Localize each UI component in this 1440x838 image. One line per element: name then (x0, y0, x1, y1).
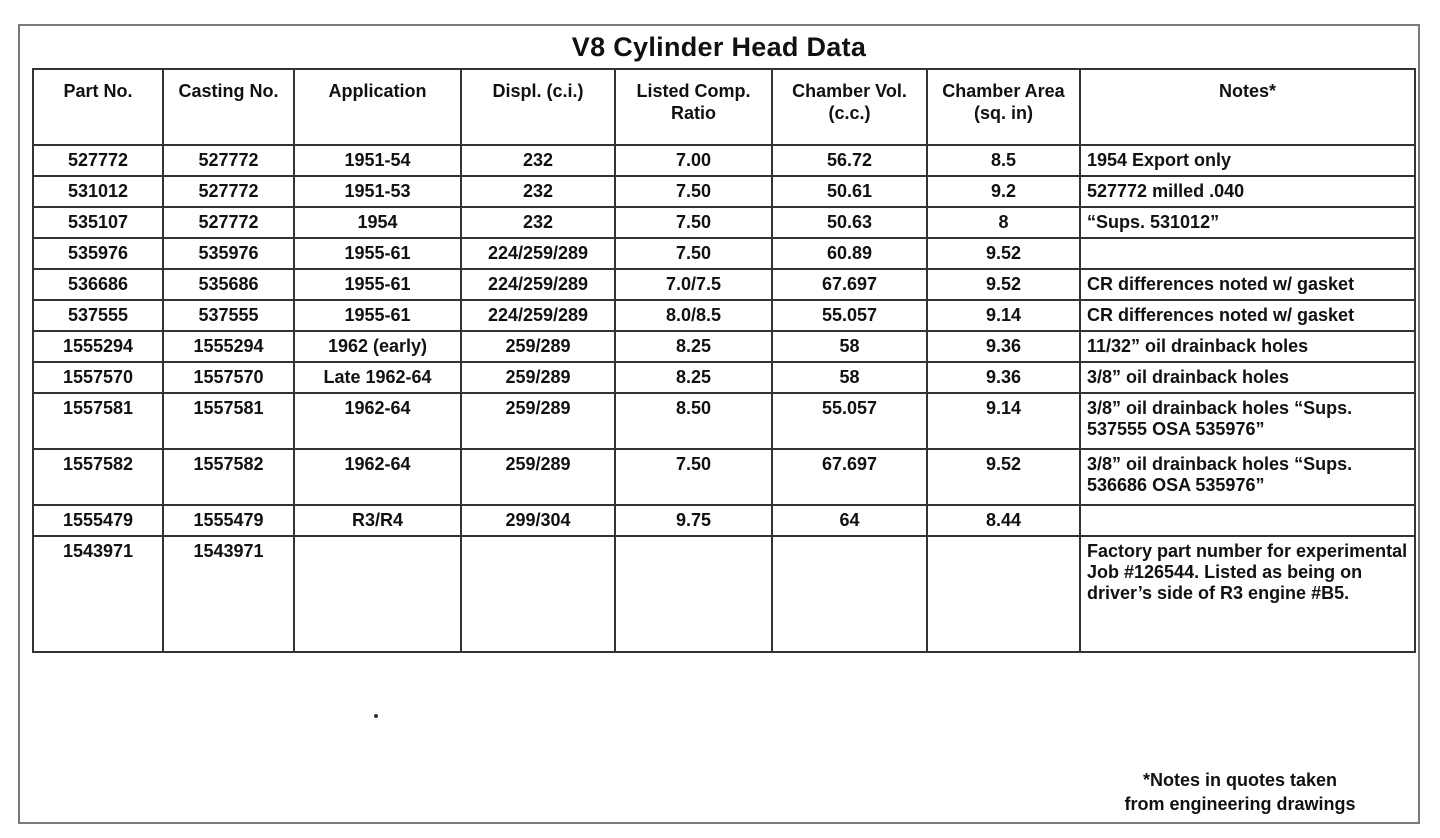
table-cell: 1962 (early) (294, 331, 461, 362)
table-cell: 50.61 (772, 176, 927, 207)
table-cell: 1557582 (33, 449, 163, 505)
notes-cell: 3/8” oil drainback holes (1080, 362, 1415, 393)
table-cell: 299/304 (461, 505, 615, 536)
header-row (33, 69, 1415, 145)
table-cell: 7.00 (615, 145, 772, 176)
table-cell: 1543971 (163, 536, 294, 652)
table-row (33, 536, 1415, 652)
table-cell: 1555294 (163, 331, 294, 362)
scan-speck (374, 714, 378, 718)
table-cell: 224/259/289 (461, 238, 615, 269)
table-cell: 9.52 (927, 269, 1080, 300)
table-cell: 224/259/289 (461, 269, 615, 300)
table-cell: 8.0/8.5 (615, 300, 772, 331)
table-cell: 1951-53 (294, 176, 461, 207)
notes-cell (1080, 238, 1415, 269)
table-cell: 535107 (33, 207, 163, 238)
table-row (33, 331, 1415, 362)
notes-cell: 3/8” oil drainback holes “Sups. 536686 OSA 535976” (1080, 449, 1415, 505)
header-cell: Listed Comp. Ratio (615, 69, 772, 145)
table-cell: 1557582 (163, 449, 294, 505)
footnote (1090, 768, 1390, 816)
table-cell: 7.50 (615, 207, 772, 238)
notes-cell (1080, 505, 1415, 536)
table-cell: 1543971 (33, 536, 163, 652)
table-row (33, 269, 1415, 300)
table-cell: 7.50 (615, 449, 772, 505)
table-cell: 7.0/7.5 (615, 269, 772, 300)
table-cell: 8.50 (615, 393, 772, 449)
table-cell: 9.52 (927, 238, 1080, 269)
table-cell: 259/289 (461, 393, 615, 449)
table-cell: 55.057 (772, 300, 927, 331)
table-cell: 9.52 (927, 449, 1080, 505)
table-cell (615, 536, 772, 652)
table-cell: 1557581 (33, 393, 163, 449)
table-cell: 535976 (33, 238, 163, 269)
table-cell: 9.75 (615, 505, 772, 536)
table-cell: 537555 (33, 300, 163, 331)
table-row (33, 176, 1415, 207)
table-cell: 67.697 (772, 269, 927, 300)
table-row (33, 505, 1415, 536)
table-cell: 527772 (163, 207, 294, 238)
footnote-line: *Notes in quotes taken (1142, 770, 1338, 790)
table-cell: 259/289 (461, 449, 615, 505)
table-cell: 232 (461, 207, 615, 238)
footnote-line: from engineering drawings (1124, 794, 1356, 814)
cylinder-head-table (32, 68, 1416, 653)
notes-cell: 3/8” oil drainback holes “Sups. 537555 OSA 535976” (1080, 393, 1415, 449)
table-cell: 7.50 (615, 238, 772, 269)
table-cell: 527772 (163, 176, 294, 207)
table-cell: 58 (772, 331, 927, 362)
header-cell: Displ. (c.i.) (461, 69, 615, 145)
table-row (33, 449, 1415, 505)
table-cell: 55.057 (772, 393, 927, 449)
table-cell: 1954 (294, 207, 461, 238)
table-cell: 64 (772, 505, 927, 536)
table-cell: 1962-64 (294, 449, 461, 505)
table-cell: 8.25 (615, 362, 772, 393)
table-cell: 535976 (163, 238, 294, 269)
table-cell (772, 536, 927, 652)
table-cell: 1951-54 (294, 145, 461, 176)
table-cell: 1962-64 (294, 393, 461, 449)
header-cell: Part No. (33, 69, 163, 145)
table-row (33, 238, 1415, 269)
table-cell: 232 (461, 176, 615, 207)
table-cell: 537555 (163, 300, 294, 331)
table-cell (927, 536, 1080, 652)
table-cell: 9.2 (927, 176, 1080, 207)
table-cell: R3/R4 (294, 505, 461, 536)
table-cell: 60.89 (772, 238, 927, 269)
table-cell: 58 (772, 362, 927, 393)
table-cell: 535686 (163, 269, 294, 300)
header-cell: Application (294, 69, 461, 145)
header-cell: Notes* (1080, 69, 1415, 145)
table-cell: 9.36 (927, 331, 1080, 362)
header-cell: Casting No. (163, 69, 294, 145)
table-row (33, 207, 1415, 238)
table-cell: 1955-61 (294, 269, 461, 300)
table-row (33, 300, 1415, 331)
table-cell: 1557581 (163, 393, 294, 449)
notes-cell: 1954 Export only (1080, 145, 1415, 176)
table-cell: 1555294 (33, 331, 163, 362)
table-cell: 531012 (33, 176, 163, 207)
header-cell: Chamber Vol. (c.c.) (772, 69, 927, 145)
table-cell: 527772 (33, 145, 163, 176)
table-cell: 224/259/289 (461, 300, 615, 331)
table-cell: 56.72 (772, 145, 927, 176)
notes-cell: CR differences noted w/ gasket (1080, 300, 1415, 331)
notes-cell: “Sups. 531012” (1080, 207, 1415, 238)
table-cell: 9.36 (927, 362, 1080, 393)
table-cell: 1557570 (163, 362, 294, 393)
notes-cell: 11/32” oil drainback holes (1080, 331, 1415, 362)
table-cell: 232 (461, 145, 615, 176)
table-title: V8 Cylinder Head Data (571, 32, 867, 62)
table-cell: 1955-61 (294, 238, 461, 269)
header-cell: Chamber Area (sq. in) (927, 69, 1080, 145)
table-cell: 527772 (163, 145, 294, 176)
table-cell: Late 1962-64 (294, 362, 461, 393)
table-row (33, 145, 1415, 176)
table-cell: 8.25 (615, 331, 772, 362)
table-cell: 8.5 (927, 145, 1080, 176)
table-cell: 1557570 (33, 362, 163, 393)
notes-cell: 527772 milled .040 (1080, 176, 1415, 207)
table-cell: 259/289 (461, 331, 615, 362)
table-cell: 9.14 (927, 393, 1080, 449)
table-cell: 8.44 (927, 505, 1080, 536)
table-cell: 9.14 (927, 300, 1080, 331)
table-cell: 259/289 (461, 362, 615, 393)
table-row (33, 393, 1415, 449)
table-cell: 67.697 (772, 449, 927, 505)
document-frame (18, 24, 1420, 824)
table-cell: 7.50 (615, 176, 772, 207)
table-cell: 536686 (33, 269, 163, 300)
table-cell (294, 536, 461, 652)
table-cell: 1955-61 (294, 300, 461, 331)
table-cell: 8 (927, 207, 1080, 238)
notes-cell: Factory part number for experimental Job #126544. Listed as being on driver’s side of R3 engine #B5. (1080, 536, 1415, 652)
table-cell: 1555479 (163, 505, 294, 536)
table-cell (461, 536, 615, 652)
table-cell: 50.63 (772, 207, 927, 238)
notes-cell: CR differences noted w/ gasket (1080, 269, 1415, 300)
table-row (33, 362, 1415, 393)
table-cell: 1555479 (33, 505, 163, 536)
